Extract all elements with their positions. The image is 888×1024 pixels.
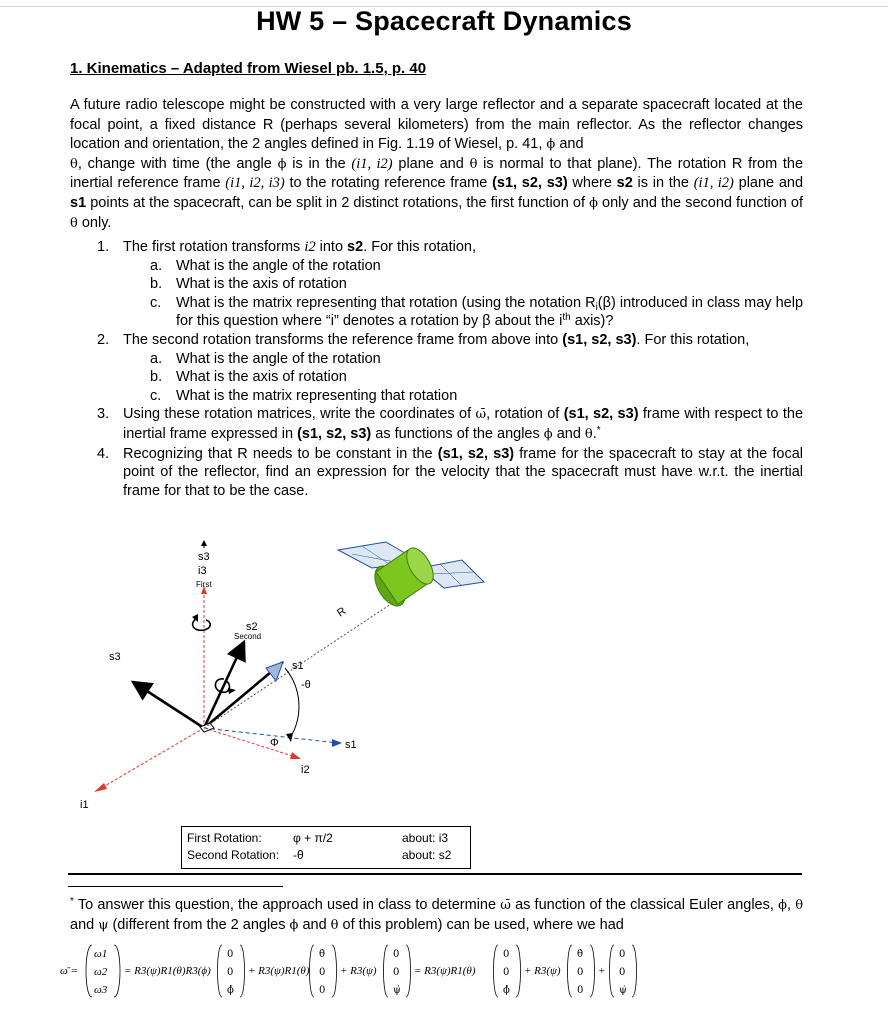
- s1-right-label: s1: [345, 739, 357, 751]
- first-rotation-about: about: i3: [402, 831, 449, 845]
- theta-arc-arrowhead: [286, 733, 293, 742]
- eq-w1: ω1: [94, 948, 108, 960]
- section-heading: 1. Kinematics – Adapted from Wiesel pb. 1.5, p. 40: [70, 60, 427, 77]
- s3-left-label: s3: [109, 651, 121, 663]
- phi-label: Φ: [270, 737, 279, 749]
- second-rotation-arrowhead: [228, 688, 236, 694]
- minus-theta-label: -θ: [301, 679, 311, 691]
- question-2b: b. What is the axis of rotation: [150, 369, 347, 386]
- intro-paragraph: A future radio telescope might be constructed with a very large reflector and a separate spacecraft located at the focal point, a fixed distance R (perhaps several kilometers) from the main reflector. As the reflector changes location and orientation, the 2 angles defined in Fig. 1.19 of Wiesel, p. 41, ϕ and θ, change with time (the angle ϕ is in the (i1, i2) plane and θ is normal to that plane). The rotation R from the inertial reference frame (i1, i2, i3) to the rotating reference frame (s1, s2, s3) where s2 is in the (i1, i2) plane and s1 points at the spacecraft, can be split in 2 distinct rotations, the first function of ϕ only and the second function of θ only.: [70, 97, 804, 231]
- second-rotation-about: about: s2: [402, 848, 452, 862]
- theta-arc: [285, 668, 299, 738]
- svg-text:0: 0: [503, 949, 510, 960]
- svg-text:0: 0: [227, 967, 234, 978]
- svg-text:0: 0: [393, 949, 400, 960]
- question-2: 2. The second rotation transforms the reference frame from above into (s1, s2, s3). For this rotation, a. What is the angle of the rotation b. What is the axis of rotation c. What is the matrix representing that rotation: [70, 331, 803, 405]
- page-title: HW 5 – Spacecraft Dynamics: [256, 6, 632, 36]
- i1-label: i1: [80, 799, 89, 811]
- eq-w3: ω3: [94, 984, 108, 996]
- svg-text:ϕ̇: ϕ̇: [503, 985, 510, 996]
- second-label: Second: [234, 632, 262, 641]
- eq-term5: + R3(ψ): [524, 965, 561, 977]
- eq-term1: = R3(ψ)R1(θ)R3(ϕ): [124, 965, 211, 977]
- second-rotation-label: Second Rotation:: [187, 848, 280, 862]
- spacecraft: [338, 542, 484, 611]
- s1-upper-label: s1: [292, 660, 304, 672]
- s1-arrowhead-blue: [266, 662, 283, 681]
- svg-text:0: 0: [503, 967, 510, 978]
- question-3: 3. Using these rotation matrices, write the coordinates of ω̄, rotation of (s1, s2, s3) frame with respect to the inertial frame expressed in (s1, s2, s3) as functions of the angles ϕ and θ.*: [97, 406, 804, 442]
- eq-term4: = R3(ψ)R1(θ): [414, 965, 476, 977]
- eq-w2: ω2: [94, 966, 108, 978]
- question-1c: c. What is the matrix representing that rotation (using the notation $R_i(\beta)$ introduced in class may help for this question where “i” denotes a rotation by β about the $i^{th}$ axis)?: [150, 294, 804, 330]
- euler-equation: [60, 937, 820, 1017]
- second-rotation-value: -θ: [293, 848, 304, 862]
- svg-text:0: 0: [319, 967, 326, 978]
- svg-text:ψ̇: ψ̇: [619, 985, 627, 996]
- eq-lhs: ω̄ =: [60, 965, 78, 977]
- first-label: First: [196, 580, 212, 589]
- question-1a: a. What is the angle of the rotation: [150, 257, 381, 274]
- origin-plate: [200, 723, 214, 732]
- svg-text:0: 0: [577, 967, 584, 978]
- i3-label: i3: [198, 565, 207, 577]
- rotation-diagram: [0, 538, 888, 828]
- i1-axis: [96, 728, 204, 791]
- svg-text:0: 0: [227, 949, 234, 960]
- s2-label: s2: [246, 621, 258, 633]
- question-2a: a. What is the angle of the rotation: [150, 350, 381, 367]
- svg-text:0: 0: [577, 985, 584, 996]
- footnote-rule: [68, 886, 283, 887]
- phi-symbol: ϕ: [546, 137, 556, 153]
- i2-arrowhead: [290, 752, 301, 759]
- s1-projection-arrowhead: [332, 739, 342, 747]
- svg-text:θ̇: θ̇: [577, 949, 584, 960]
- svg-text:ψ̇: ψ̇: [393, 985, 401, 996]
- eq-term3: + R3(ψ): [340, 965, 377, 977]
- i2-label: i2: [301, 764, 310, 776]
- s3-top-arrowhead: [201, 540, 207, 546]
- eq-term2: + R3(ψ)R1(θ): [248, 965, 310, 977]
- rotations-box: [181, 826, 471, 869]
- first-rotation-label: First Rotation:: [187, 831, 262, 845]
- s2-body-axis: [204, 642, 244, 728]
- question-1: 1. The first rotation transforms i2 into s2. For this rotation, a. What is the angle of the rotation b. What is the axis of rotation c. What is the matrix representing that rotation (using the notation $R_i(\beta)$ introduced in class may help for this question where “i” denotes a rotation by β about the $i^{th}$ axis)?: [97, 239, 804, 330]
- svg-text:0: 0: [319, 985, 326, 996]
- i2-axis: [204, 728, 299, 758]
- svg-text:ϕ̇: ϕ̇: [227, 985, 234, 996]
- svg-text:θ̇: θ̇: [319, 949, 326, 960]
- question-4: 4. Recognizing that R needs to be constant in the (s1, s2, s3) frame for the spacecraft to stay at the focal point of the reflector, find an expression for the velocity that the spacecraft must have w.r.t. the inertial frame for that to be the case.: [97, 445, 804, 499]
- question-1b: b. What is the axis of rotation: [150, 276, 347, 293]
- svg-text:0: 0: [619, 949, 626, 960]
- eq-term6: +: [598, 965, 606, 977]
- svg-text:0: 0: [619, 967, 626, 978]
- question-list: [70, 238, 803, 500]
- R-label: R: [335, 605, 349, 620]
- first-rotation-value: φ + π/2: [293, 831, 333, 845]
- theta-symbol: θ: [70, 156, 78, 172]
- section-rule: [68, 873, 802, 875]
- question-2c: c. What is the matrix representing that rotation: [150, 387, 458, 404]
- svg-text:0: 0: [393, 967, 400, 978]
- footnote: * To answer this question, the approach used in class to determine ω̄ as function of the classical Euler angles, ϕ, θ and ψ (different from the 2 angles ϕ and θ of this problem) can be used, where we had: [70, 896, 804, 933]
- s3-body-axis: [133, 682, 204, 728]
- i1-arrowhead: [94, 783, 107, 792]
- first-rotation-glyph: [193, 618, 211, 630]
- s3-top-label: s3: [198, 551, 210, 563]
